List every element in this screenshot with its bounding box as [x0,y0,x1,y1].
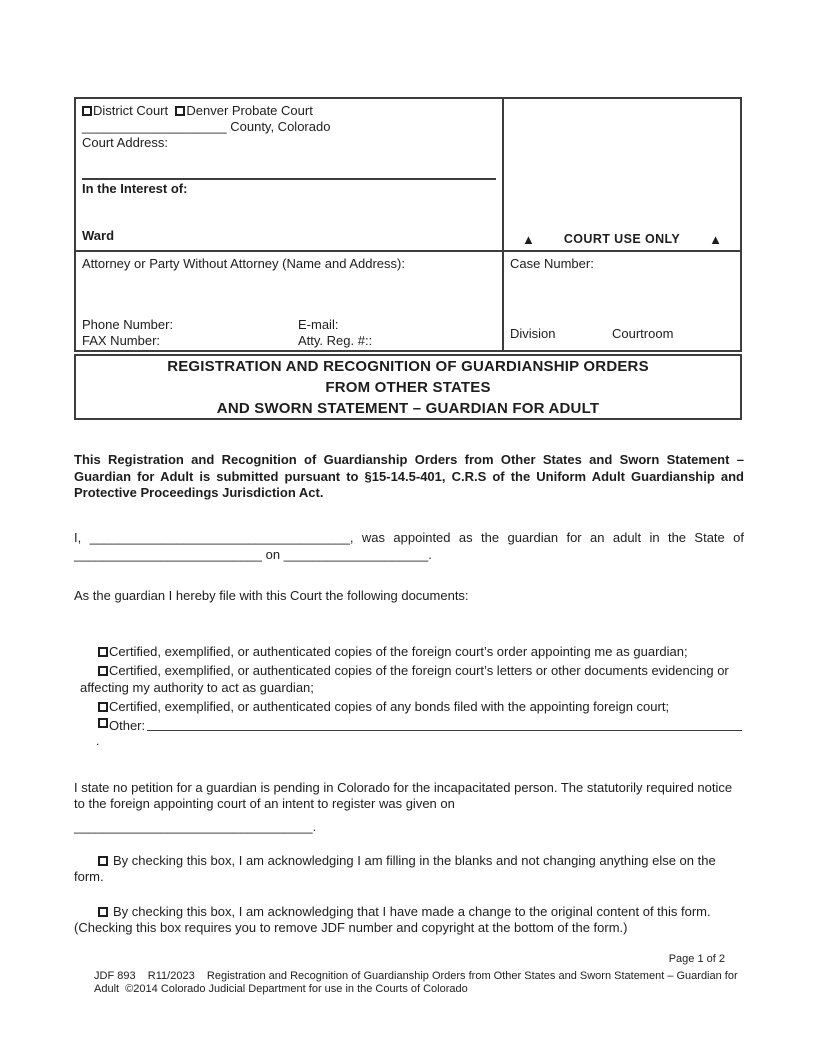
court-use-only-bar [510,231,734,250]
notice-date-field[interactable]: _________________________________ [74,818,313,834]
appointment-middle: , was appointed as the guardian for an adult in the State of [349,529,744,545]
county-blank-field[interactable]: ____________________ [82,119,227,134]
county-label: County, Colorado [230,119,331,134]
ack-fill-blanks-paragraph [74,853,744,885]
ack-fill-blanks-label: By checking this box, I am acknowledging I am filling in the blanks and not changing anything else on the form. [74,852,716,884]
page-number: Page 1 of 2 [668,953,725,965]
other-field[interactable] [147,717,742,731]
triangle-right-icon: ▲ [709,231,722,247]
email-label: E-mail: [298,317,339,332]
form-title-line3: AND SWORN STATEMENT – GUARDIAN FOR ADULT [216,399,600,417]
appointment-prefix: I, [74,529,90,545]
doc-letters-label: Certified, exemplified, or authenticated copies of the foreign court’s letters or other documents evidencing or affecting my authority to act as guardian; [80,662,729,695]
list-item [98,717,744,734]
doc-bonds-checkbox[interactable] [98,702,108,712]
list-item [80,643,744,660]
fax-label: FAX Number: [82,333,161,348]
doc-other-checkbox[interactable] [98,718,108,728]
intro-paragraph: This Registration and Recognition of Guardianship Orders from Other States and Sworn Statement – Guardian for Adult is submitted pursuant to §15-14.5-401, C.R.S of the Uniform Adult Guardianship and Protective Proceedings Jurisdiction Act. [74,452,744,500]
division-label: Division [510,326,556,341]
state-field[interactable]: __________________________ [74,546,262,562]
form-title-box [74,354,742,420]
ack-changed-form-checkbox[interactable] [98,907,108,917]
case-number-label: Case Number: [510,256,594,271]
case-number-cell [504,252,740,350]
court-caption-table [74,97,742,352]
documents-list [74,643,744,748]
court-address-line [82,135,496,151]
petition-text: I state no petition for a guardian is pending in Colorado for the incapacitated person. The statutorily required notice to the foreign appointing court of an intent to register was given on [74,779,733,811]
form-title-line2: FROM OTHER STATES [325,378,491,396]
district-court-checkbox[interactable] [82,106,92,116]
courtroom-label: Courtroom [612,326,674,341]
doc-order-checkbox[interactable] [98,647,108,657]
petition-paragraph [74,780,744,835]
list-item [80,662,744,696]
guardian-name-field[interactable]: ____________________________________ [89,529,350,545]
court-address-label: Court Address: [82,135,168,150]
triangle-left-icon: ▲ [522,231,535,247]
petition-period: . [312,818,317,834]
ward-label: Ward [82,228,115,243]
doc-letters-checkbox[interactable] [98,666,108,676]
ack-changed-form-note: (Checking this box requires you to remove JDF number and copyright at the bottom of the form.) [74,919,628,935]
attorney-cell [76,252,504,350]
appointment-date-field[interactable]: ____________________ [283,546,429,562]
division-courtroom-row [510,326,734,350]
doc-other-label: Other: [109,717,146,733]
denver-probate-court-checkbox[interactable] [175,106,185,116]
form-title-line1: REGISTRATION AND RECOGNITION OF GUARDIANSHIP ORDERS [167,357,649,375]
appointment-period: . [428,546,432,562]
appointment-on: on [261,546,284,562]
petition-blank-line [74,819,744,835]
doc-bonds-label: Certified, exemplified, or authenticated copies of any bonds filed with the appointing foreign court; [109,698,670,714]
jdf-copyright-line: JDF 893 R11/2023 Registration and Recognition of Guardianship Orders from Other States and Sworn Statement – Guardian for Adult ©2014 Colorado Judicial Department for use in the Courts of Colorado [94,970,741,995]
district-court-label: District Court [93,103,169,118]
caption-divider-rule [82,178,496,180]
court-type-line [82,103,496,119]
list-item [80,698,744,715]
ack-changed-form-label: By checking this box, I am acknowledging that I have made a change to the original content of this form. [113,903,711,919]
contact-grid [82,317,496,350]
attorney-label: Attorney or Party Without Attorney (Name and Address): [82,256,405,271]
county-line [82,119,496,135]
atty-reg-label: Atty. Reg. #:: [298,333,373,348]
appointment-paragraph [74,529,744,563]
phone-label: Phone Number: [82,317,174,332]
denver-probate-court-label: Denver Probate Court [186,103,313,118]
ack-fill-blanks-checkbox[interactable] [98,856,108,866]
doc-order-label: Certified, exemplified, or authenticated copies of the foreign court’s order appointing me as guardian; [109,643,688,659]
court-use-only-cell [504,99,740,250]
in-interest-label: In the Interest of: [82,181,188,196]
ack-changed-form-line [74,904,744,920]
caption-row-court [76,99,740,250]
court-info-cell [76,99,504,250]
caption-row-attorney [76,250,740,350]
documents-lead: As the guardian I hereby file with this Court the following documents: [74,587,469,603]
ack-changed-form-paragraph [74,904,744,936]
court-use-only-label: COURT USE ONLY [563,232,681,246]
stray-period: . [96,733,100,748]
page-footer [74,953,744,996]
